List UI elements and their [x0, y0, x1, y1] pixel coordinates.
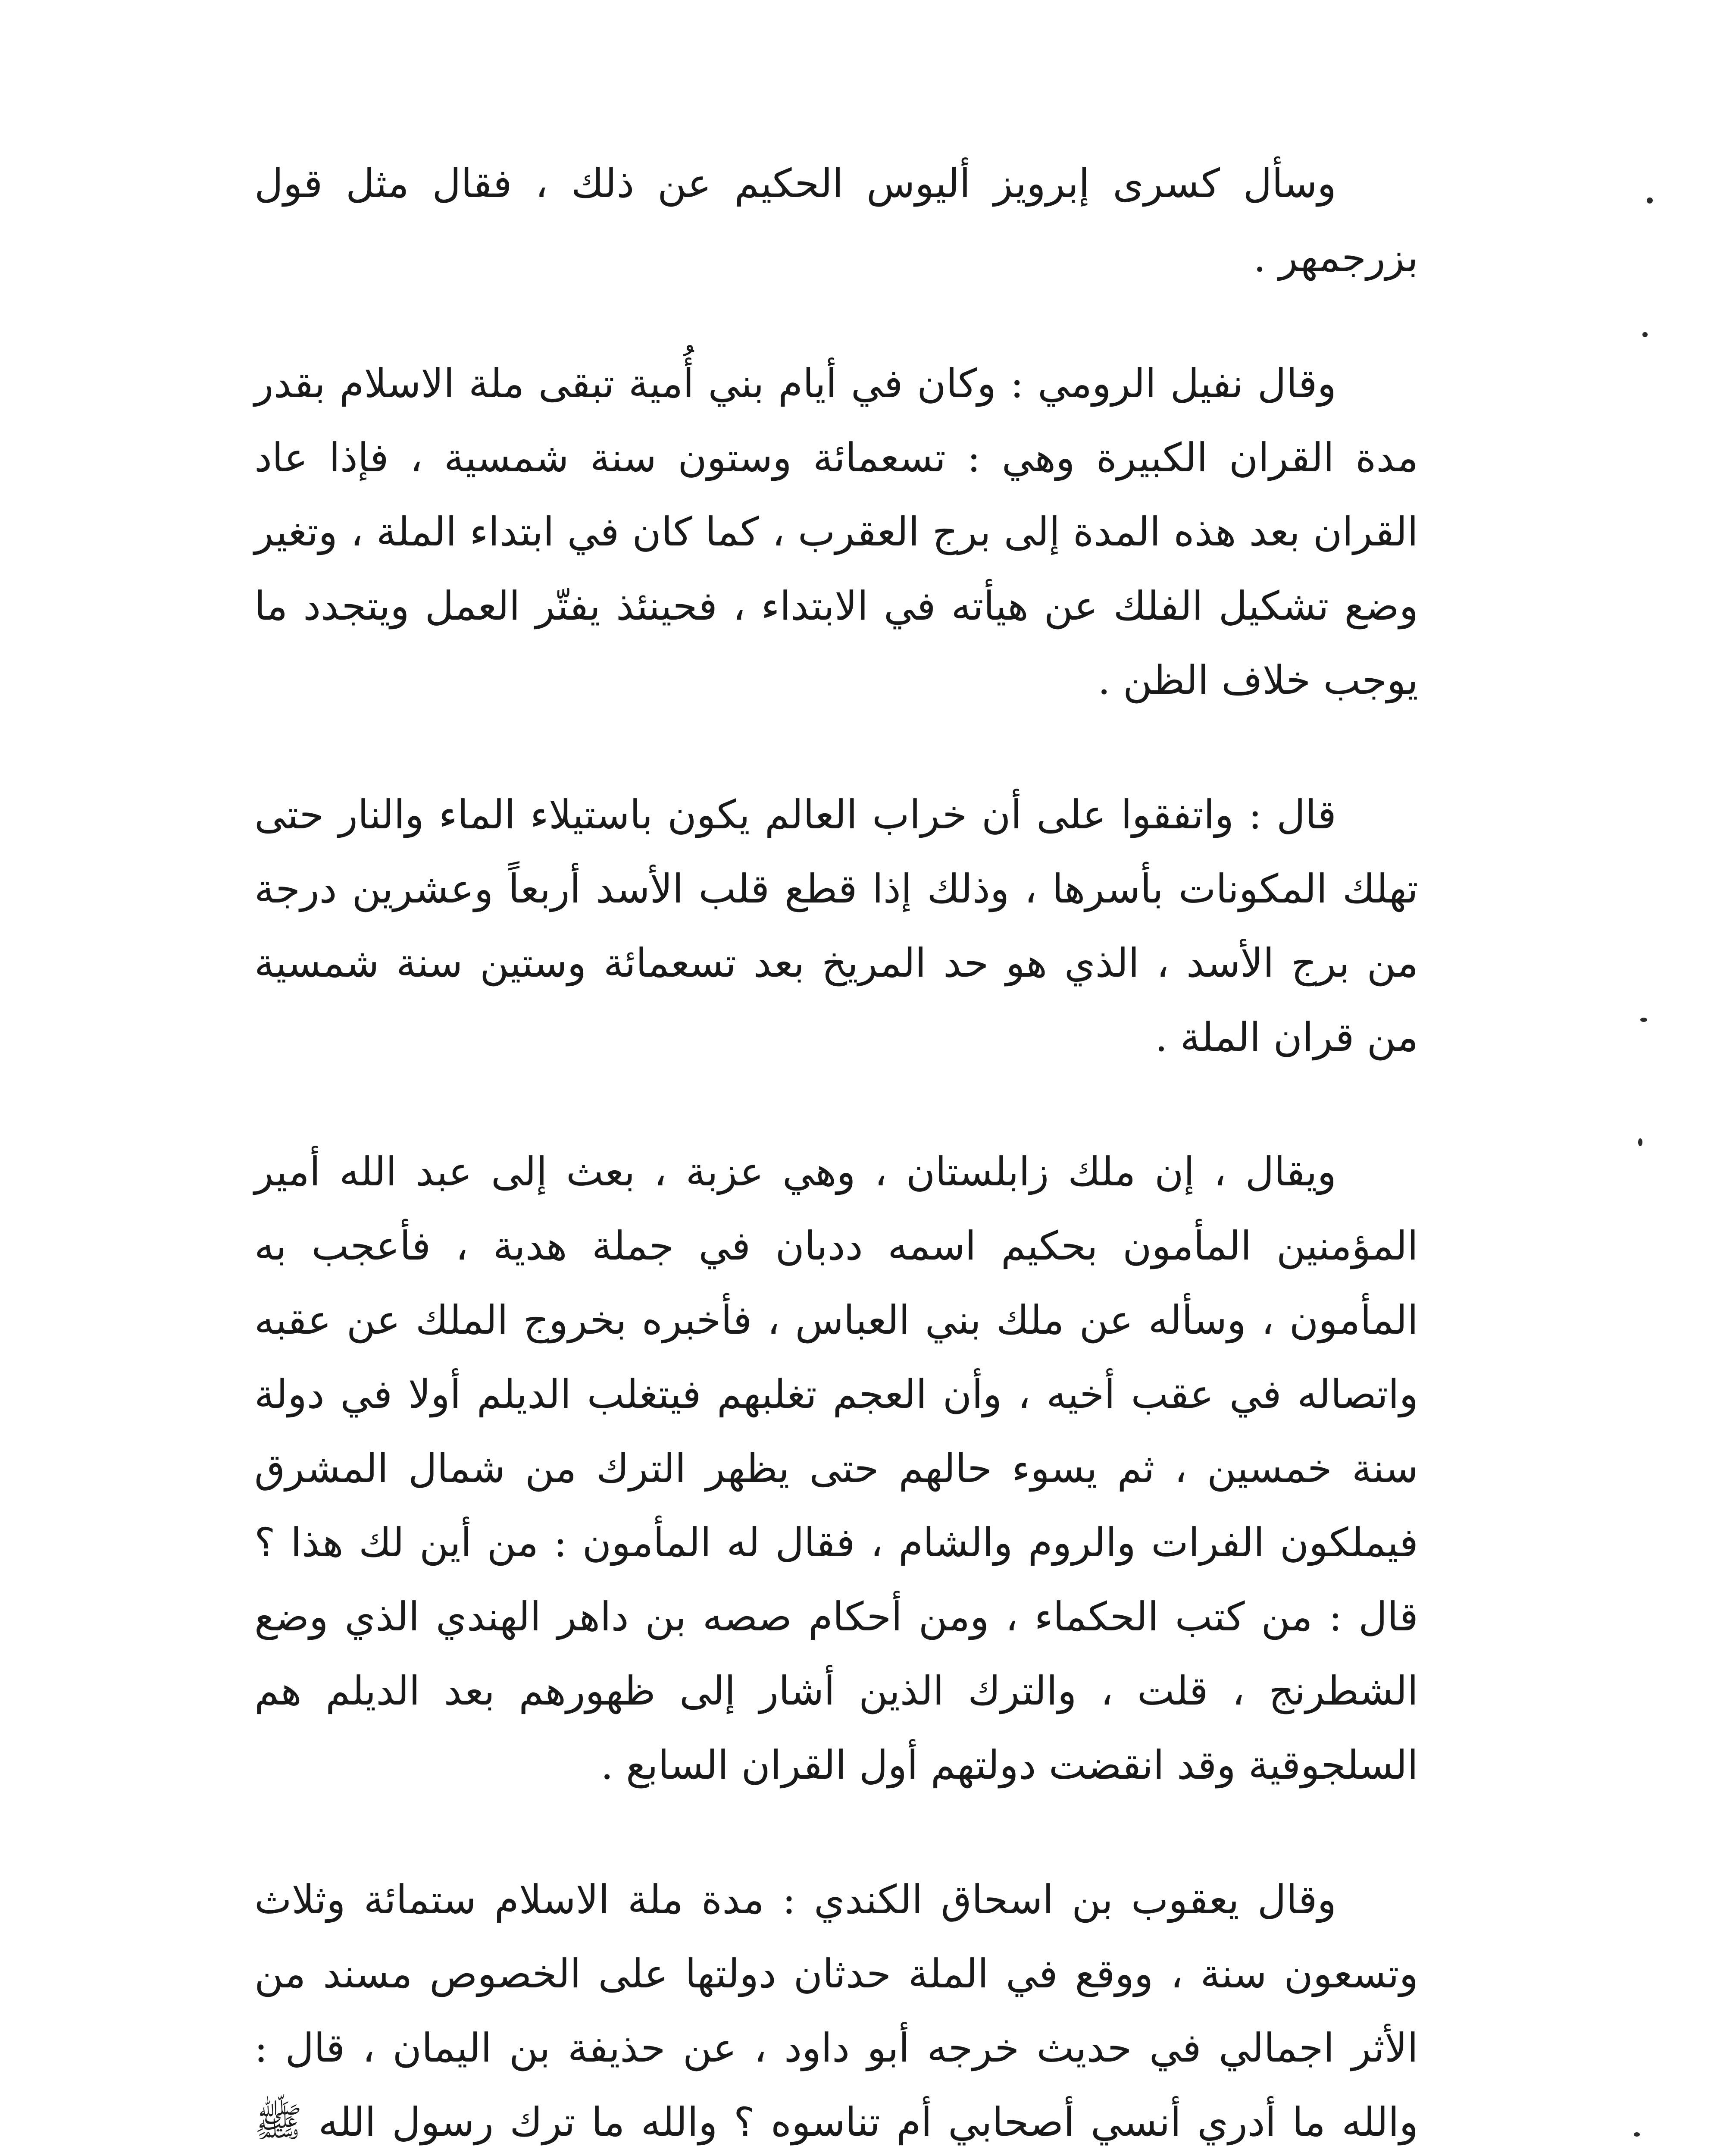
body-text — [254, 147, 1418, 2156]
margin-dot — [1647, 197, 1653, 204]
paragraph-5: وقال يعقوب بن اسحاق الكندي : مدة ملة الاسلام ستمائة وثلاث وتسعون سنة ، ووقع في الملة حدثان دولتها على الخصوص مسند من الأثر اجمالي في حديث خرجه أبو داود ، عن حذيفة بن اليمان ، قال : والله ما أدري أنسي أصحابي أم تناسوه ؟ والله ما ترك رسول الله ﷺ — [254, 1877, 1418, 2145]
paragraph-4: ويقال ، إن ملك زابلستان ، وهي عزبة ، بعث إلى عبد الله أمير المؤمنين المأمون بحكيم اسمه ددبان في جملة هدية ، فأعجب به المأمون ، وسأله عن ملك بني العباس ، فأخبره بخروج الملك عن عقبه واتصاله في عقب أخيه ، وأن العجم تغلبهم فيتغلب الديلم أولا في دولة سنة خمسين ، ثم يسوء حالهم حتى يظهر الترك من شمال المشرق فيملكون الفرات والروم والشام ، فقال له المأمون : من أين لك هذا ؟ قال : من كتب الحكماء ، ومن أحكام صصه بن داهر الهندي الذي وضع الشطرنج ، قلت ، والترك الذين أشار إلى ظهورهم بعد الديلم هم السلجوقية وقد انقضت دولتهم أول القران السابع . — [254, 1149, 1418, 1788]
margin-dot — [1642, 332, 1648, 337]
paragraph-3: قال : واتفقوا على أن خراب العالم يكون باستيلاء الماء والنار حتى تهلك المكونات بأسرها ، وذلك إذا قطع قلب الأسد أربعاً وعشرين درجة من برج الأسد ، الذي هو حد المريخ بعد تسعمائة وستين سنة شمسية من قران الملة . — [254, 792, 1419, 1060]
margin-dot — [1640, 1018, 1647, 1022]
margin-dot — [1634, 2132, 1640, 2137]
paragraph-1: وسأل كسرى إبرويز أليوس الحكيم عن ذلك ، فقال مثل قول بزرجمهر . — [254, 160, 1418, 281]
margin-dot — [1638, 1138, 1642, 1146]
paragraph-2: وقال نفيل الرومي : وكان في أيام بني أُمية تبقى ملة الاسلام بقدر مدة القران الكبيرة وهي : تسعمائة وستون سنة شمسية ، فإذا عاد القران بعد هذه المدة إلى برج العقرب ، كما كان في ابتداء الملة ، وتغير وضع تشكيل الفلك عن هيأته في الابتداء ، فحينئذ يفتّر العمل ويتجدد ما يوجب خلاف الظن . — [254, 360, 1418, 703]
